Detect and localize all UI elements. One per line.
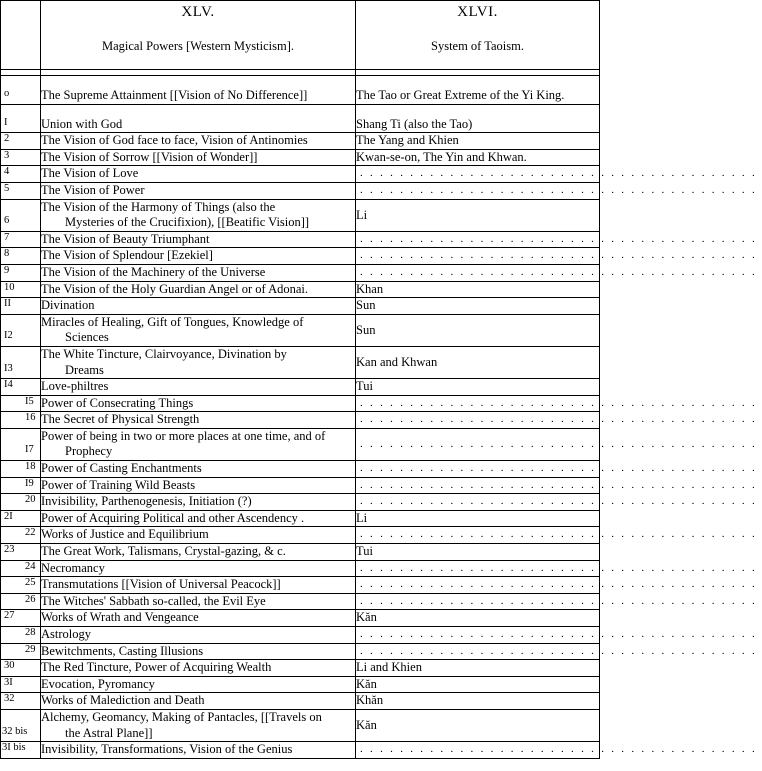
table-row: [1, 149, 600, 166]
taoism-cell: [356, 742, 762, 759]
key-number: 24: [25, 560, 36, 572]
key-cell: [1, 709, 41, 741]
key-number: 27: [4, 610, 15, 622]
magical-power-text: The Supreme Attainment [[Vision of No Difference]]: [41, 88, 308, 102]
key-number: 6: [4, 215, 10, 227]
magical-powers-header: [41, 1, 356, 70]
key-cell: [1, 346, 41, 378]
table-row: [1, 494, 600, 511]
key-cell: [1, 461, 41, 478]
key-number: 5: [4, 182, 10, 194]
magical-power-text: Works of Wrath and Vengeance: [41, 610, 199, 625]
taoism-cell: [356, 199, 600, 231]
dotted-leader: ........................................: [360, 413, 762, 426]
key-number: 2: [4, 133, 10, 145]
key-cell: [1, 627, 41, 644]
magical-power-text: Power of Casting Enchantments: [41, 461, 202, 476]
table-row: [1, 627, 600, 644]
dotted-leader: ........................................: [360, 594, 762, 607]
taoism-text: Tui: [356, 544, 373, 559]
magical-power-cell: [41, 104, 356, 133]
magical-power-text: Bewitchments, Casting Illusions: [41, 643, 204, 658]
table-row: [1, 298, 600, 315]
taoism-text: Khan: [356, 281, 384, 296]
dotted-leader: ........................................: [360, 437, 762, 450]
magical-power-cell: [41, 298, 356, 315]
table-row: [1, 182, 600, 199]
magical-power-cell: [41, 477, 356, 494]
taoism-cell: [356, 693, 600, 710]
key-number: I: [4, 116, 8, 128]
key-cell: [1, 379, 41, 396]
table-row: [1, 593, 600, 610]
table-row: [1, 231, 600, 248]
magical-power-text: Works of Justice and Equilibrium: [41, 527, 209, 542]
taoism-cell: [356, 660, 600, 677]
magical-power-text: The Secret of Physical Strength: [41, 412, 200, 427]
table-row: [1, 510, 600, 527]
magical-power-cell: [41, 660, 356, 677]
key-cell: [1, 544, 41, 561]
table-row: [1, 104, 600, 133]
key-cell: [1, 527, 41, 544]
taoism-header: [356, 1, 600, 70]
key-column-header: [1, 1, 41, 70]
magical-power-cell: [41, 231, 356, 248]
magical-power-text: Love-philtres: [41, 379, 109, 394]
table-row: [1, 314, 600, 346]
magical-power-continuation: Sciences: [65, 330, 109, 345]
dotted-leader: ........................................: [360, 396, 762, 409]
taoism-text: Kan and Khwan: [356, 354, 438, 369]
table-row: [1, 577, 600, 594]
key-number: 25: [25, 577, 36, 589]
magical-power-cell: [41, 544, 356, 561]
magical-power-text: Union with God: [41, 116, 123, 131]
magical-power-cell: [41, 199, 356, 231]
key-cell: [1, 264, 41, 281]
magical-power-text: The Great Work, Talismans, Crystal-gazing, & c.: [41, 544, 286, 559]
taoism-text: The Tao or Great Extreme of the Yi King.: [356, 88, 565, 102]
magical-power-continuation: Prophecy: [65, 444, 113, 459]
key-number: II: [4, 298, 11, 310]
magical-power-cell: [41, 627, 356, 644]
key-number: 3I bis: [2, 742, 26, 754]
dotted-leader: ........................................: [360, 232, 762, 245]
taoism-cell: [356, 510, 600, 527]
key-cell: [1, 166, 41, 183]
magical-power-cell: [41, 395, 356, 412]
magical-power-text: The Vision of the Holy Guardian Angel or of Adonai.: [41, 281, 309, 296]
magical-power-cell: [41, 412, 356, 429]
taoism-cell: [356, 709, 600, 741]
dotted-leader: ........................................: [360, 265, 762, 278]
magical-power-cell: [41, 676, 356, 693]
magical-power-text: Astrology: [41, 627, 91, 641]
magical-power-continuation: Mysteries of the Crucifixion), [[Beatific Vision]]: [65, 215, 310, 230]
taoism-text: Sun: [356, 298, 376, 313]
taoism-text: The Yang and Khien: [356, 133, 459, 148]
magical-power-cell: [41, 428, 356, 460]
table-row: [1, 610, 600, 627]
magical-power-text: The Vision of the Machinery of the Universe: [41, 264, 266, 279]
column-title-taoism: System of Taoism.: [431, 39, 524, 53]
taoism-cell: [356, 346, 600, 378]
key-number: I7: [25, 444, 34, 456]
magical-power-cell: [41, 461, 356, 478]
key-number: 29: [25, 643, 36, 655]
dotted-leader: ........................................: [360, 495, 762, 508]
taoism-cell: [356, 412, 762, 429]
key-number: o: [4, 88, 10, 99]
key-cell: [1, 182, 41, 199]
dotted-leader: ........................................: [360, 167, 762, 180]
taoism-cell: [356, 281, 600, 298]
taoism-cell: [356, 76, 600, 105]
key-cell: [1, 742, 41, 759]
key-cell: [1, 133, 41, 150]
table-row: [1, 412, 600, 429]
key-cell: [1, 395, 41, 412]
magical-power-text: The Red Tincture, Power of Acquiring Wealth: [41, 660, 272, 675]
table-row: [1, 133, 600, 150]
magical-power-cell: [41, 494, 356, 511]
key-cell: [1, 593, 41, 610]
dotted-leader: ........................................: [360, 644, 762, 657]
key-cell: [1, 494, 41, 511]
key-cell: [1, 560, 41, 577]
magical-power-text: Necromancy: [41, 560, 105, 575]
taoism-text: Kwan-se-on, The Yin and Khwan.: [356, 149, 527, 164]
column-title-magical-powers: Magical Powers [Western Mysticism].: [101, 39, 294, 53]
taoism-cell: [356, 133, 600, 150]
magical-power-text: The Vision of Sorrow [[Vision of Wonder]]: [41, 149, 258, 164]
taoism-cell: [356, 314, 600, 346]
table-row: [1, 199, 600, 231]
key-cell: [1, 428, 41, 460]
key-number: 30: [4, 660, 15, 672]
magical-power-cell: [41, 527, 356, 544]
magical-power-cell: [41, 264, 356, 281]
table-body: [1, 70, 762, 759]
taoism-cell: [356, 166, 762, 183]
magical-power-text: Works of Malediction and Death: [41, 693, 205, 708]
table-row: [1, 346, 600, 378]
taoism-cell: [356, 494, 762, 511]
magical-power-text: Miracles of Healing, Gift of Tongues, Knowledge of: [41, 314, 304, 329]
taoism-cell: [356, 461, 762, 478]
key-number: 32 bis: [2, 725, 28, 737]
column-number-xlvi: XLVI.: [457, 4, 498, 20]
key-number: 32: [4, 693, 15, 705]
magical-power-continuation: the Astral Plane]]: [65, 725, 153, 740]
magical-power-cell: [41, 693, 356, 710]
magical-power-text: Transmutations [[Vision of Universal Peacock]]: [41, 577, 281, 592]
taoism-cell: [356, 248, 762, 265]
key-cell: [1, 314, 41, 346]
magical-power-text: The Witches' Sabbath so-called, the Evil Eye: [41, 593, 266, 608]
taoism-text: Kăn: [356, 717, 377, 732]
magical-power-cell: [41, 346, 356, 378]
key-cell: [1, 149, 41, 166]
magical-power-text: Invisibility, Parthenogenesis, Initiation (?): [41, 494, 252, 509]
taoism-cell: [356, 264, 762, 281]
key-cell: [1, 693, 41, 710]
table-row: [1, 76, 600, 105]
key-cell: [1, 199, 41, 231]
dotted-leader: ........................................: [360, 478, 762, 491]
magical-power-cell: [41, 166, 356, 183]
taoism-cell: [356, 643, 762, 660]
dotted-leader: ........................................: [360, 249, 762, 262]
magical-power-text: Power of being in two or more places at one time, and of: [41, 428, 326, 443]
taoism-text: Li: [356, 207, 368, 222]
key-cell: [1, 76, 41, 105]
dotted-leader: ........................................: [360, 628, 762, 640]
magical-power-cell: [41, 577, 356, 594]
magical-power-text: The Vision of God face to face, Vision of Antinomies: [41, 133, 308, 148]
magical-power-text: Power of Acquiring Political and other Ascendency .: [41, 510, 305, 525]
key-cell: [1, 610, 41, 627]
key-cell: [1, 577, 41, 594]
key-number: 26: [25, 593, 36, 605]
taoism-cell: [356, 627, 762, 644]
table-row: [1, 527, 600, 544]
taoism-cell: [356, 428, 762, 460]
magical-power-text: The Vision of Love: [41, 166, 139, 181]
key-number: I5: [25, 395, 34, 407]
magical-power-cell: [41, 709, 356, 741]
key-number: 7: [4, 231, 10, 243]
taoism-cell: [356, 182, 762, 199]
table-row: [1, 742, 600, 759]
dotted-leader: ........................................: [360, 578, 762, 591]
magical-power-cell: [41, 248, 356, 265]
taoism-cell: [356, 298, 600, 315]
column-number-xlv: XLV.: [181, 4, 215, 20]
table-row: [1, 461, 600, 478]
magical-power-text: The White Tincture, Clairvoyance, Divination by: [41, 346, 287, 361]
magical-power-cell: [41, 149, 356, 166]
magical-power-text: The Vision of the Harmony of Things (also the: [41, 199, 276, 214]
table-row: [1, 693, 600, 710]
magical-power-cell: [41, 314, 356, 346]
taoism-cell: [356, 593, 762, 610]
table-row: [1, 379, 600, 396]
table-row: [1, 560, 600, 577]
key-cell: [1, 231, 41, 248]
key-number: I3: [4, 362, 13, 374]
table-row: [1, 676, 600, 693]
taoism-text: Li: [356, 510, 368, 525]
magical-power-cell: [41, 133, 356, 150]
key-number: 10: [4, 281, 15, 293]
magical-power-text: The Vision of Power: [41, 182, 145, 197]
taoism-cell: [356, 231, 762, 248]
taoism-cell: [356, 544, 600, 561]
key-number: 9: [4, 264, 10, 276]
table-row: [1, 166, 600, 183]
key-number: I4: [4, 379, 13, 391]
key-number: 23: [4, 544, 15, 556]
key-number: 20: [25, 494, 36, 506]
taoism-text: Kăn: [356, 610, 377, 625]
key-cell: [1, 643, 41, 660]
magical-power-cell: [41, 593, 356, 610]
key-number: I2: [4, 330, 13, 342]
magical-power-text: The Vision of Beauty Triumphant: [41, 231, 210, 246]
key-number: 3: [4, 149, 10, 161]
taoism-cell: [356, 577, 762, 594]
magical-power-text: Divination: [41, 298, 95, 313]
dotted-leader: ........................................: [360, 183, 762, 196]
key-number: 4: [4, 166, 10, 178]
magical-power-cell: [41, 643, 356, 660]
dotted-leader: ........................................: [360, 561, 762, 574]
key-number: 8: [4, 248, 10, 260]
table-row: [1, 477, 600, 494]
magical-power-cell: [41, 610, 356, 627]
magical-power-cell: [41, 76, 356, 105]
table-row: [1, 281, 600, 298]
table-header-row: [1, 1, 600, 70]
magical-power-cell: [41, 742, 356, 759]
key-cell: [1, 248, 41, 265]
magical-power-text: Power of Consecrating Things: [41, 395, 194, 410]
table-row: [1, 264, 600, 281]
key-cell: [1, 676, 41, 693]
key-number: 16: [25, 412, 36, 424]
magical-power-cell: [41, 182, 356, 199]
key-number: 2I: [4, 510, 13, 522]
table-row: [1, 428, 600, 460]
key-number: I9: [25, 477, 34, 489]
taoism-text: Li and Khien: [356, 660, 422, 675]
key-number: 22: [25, 527, 36, 539]
taoism-cell: [356, 104, 600, 133]
magical-power-text: The Vision of Splendour [Ezekiel]: [41, 248, 213, 263]
dotted-leader: ........................................: [360, 743, 762, 756]
taoism-cell: [356, 379, 600, 396]
taoism-cell: [356, 560, 762, 577]
magical-power-cell: [41, 281, 356, 298]
taoism-cell: [356, 477, 762, 494]
table-row: [1, 544, 600, 561]
magical-power-text: Alchemy, Geomancy, Making of Pantacles, [[Travels on: [41, 709, 322, 724]
key-number: 28: [25, 627, 36, 638]
key-cell: [1, 298, 41, 315]
magical-power-cell: [41, 560, 356, 577]
taoism-cell: [356, 149, 600, 166]
key-cell: [1, 510, 41, 527]
magical-power-text: Invisibility, Transformations, Vision of the Genius: [41, 742, 293, 757]
magical-power-text: Evocation, Pyromancy: [41, 676, 155, 691]
table-row: [1, 248, 600, 265]
key-cell: [1, 660, 41, 677]
taoism-cell: [356, 527, 762, 544]
magical-power-continuation: Dreams: [65, 362, 104, 377]
taoism-text: Kăn: [356, 676, 377, 691]
taoism-cell: [356, 395, 762, 412]
taoism-cell: [356, 610, 600, 627]
table-row: [1, 643, 600, 660]
table-row: [1, 395, 600, 412]
taoism-text: Sun: [356, 322, 376, 337]
key-cell: [1, 412, 41, 429]
taoism-text: Khăn: [356, 693, 384, 708]
key-number: 18: [25, 461, 36, 473]
table-row: [1, 660, 600, 677]
key-cell: [1, 477, 41, 494]
magical-power-cell: [41, 379, 356, 396]
dotted-leader: ........................................: [360, 462, 762, 475]
magical-power-cell: [41, 510, 356, 527]
magical-power-text: Power of Training Wild Beasts: [41, 477, 196, 492]
dotted-leader: ........................................: [360, 528, 762, 541]
taoism-text: Tui: [356, 379, 373, 394]
table-row: [1, 709, 600, 741]
key-cell: [1, 104, 41, 133]
taoism-cell: [356, 676, 600, 693]
key-number: 3I: [4, 676, 13, 688]
taoism-text: Shang Ti (also the Tao): [356, 116, 473, 131]
key-cell: [1, 281, 41, 298]
